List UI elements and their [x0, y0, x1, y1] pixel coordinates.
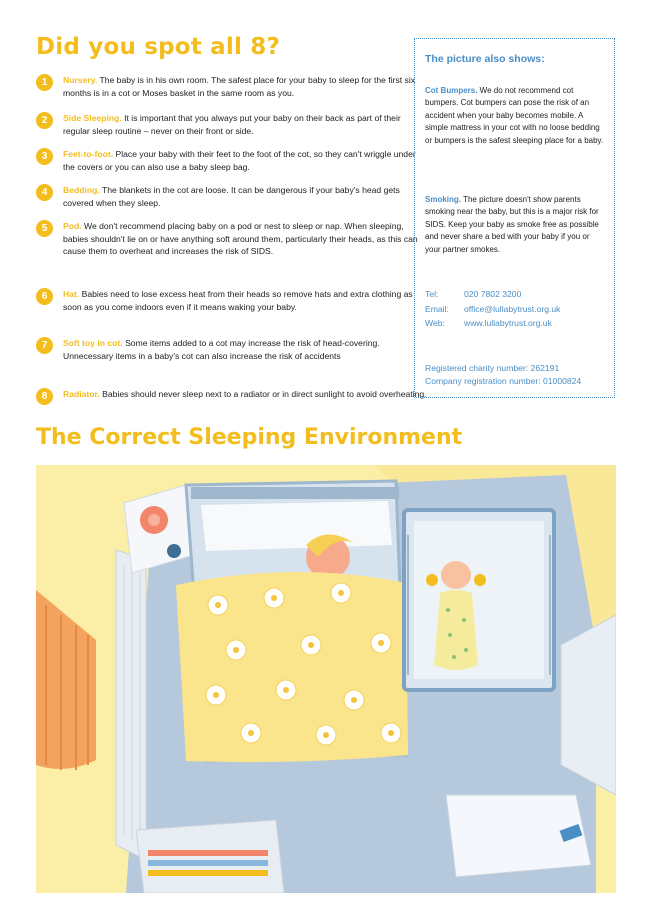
radiator — [116, 550, 146, 860]
cot-bumpers-term: Cot Bumpers. — [425, 86, 478, 95]
item-number: 2 — [36, 112, 53, 129]
item-term: Pod. — [63, 221, 82, 231]
email-row — [425, 302, 560, 317]
list-item — [36, 112, 429, 137]
company-number: Company registration number: 01000824 — [425, 376, 582, 386]
tel-row — [425, 287, 560, 302]
smoking-term: Smoking. — [425, 195, 462, 204]
item-text: The baby is in his own room. The safest place for your baby to sleep for the first six months is in a cot or Moses basket in the same room as you. — [63, 75, 416, 98]
monitor — [167, 544, 181, 558]
tel-label: Tel: — [425, 289, 439, 299]
tel-value[interactable]: 020 7802 3200 — [464, 289, 522, 299]
item-text: Babies need to lose excess heat from their heads so remove hats and extra clothing as soon as you come indoors even if it means waking your baby. — [63, 289, 413, 312]
sleep-bag — [434, 590, 478, 670]
item-number: 6 — [36, 288, 53, 305]
item-text: Some items added to a cot may increase the risk of head-covering. Unnecessary items in a baby's cot can also increase the risk of accidents — [63, 338, 380, 361]
web-link[interactable]: www.lullabytrust.org.uk — [464, 318, 552, 328]
list-item — [36, 148, 429, 173]
smoking-note — [425, 194, 605, 256]
item-term: Hat. — [63, 289, 80, 299]
list-item — [36, 388, 429, 401]
list-item — [36, 184, 429, 209]
item-term: Radiator. — [63, 389, 100, 399]
list-item — [36, 288, 429, 313]
item-number: 1 — [36, 74, 53, 91]
item-term: Feet-to-foot. — [63, 149, 114, 159]
item-term: Nursery. — [63, 75, 98, 85]
wardrobe — [561, 615, 616, 795]
list-item — [36, 220, 429, 258]
smoking-text: The picture doesn't show parents smoking near the baby, but this is a major risk for SIDS. Keep your baby as smoke free as possible and never share a bed with your baby if you or your partner smokes. — [425, 195, 599, 254]
item-term: Bedding. — [63, 185, 100, 195]
registration-block — [425, 362, 581, 388]
list-item — [36, 337, 429, 362]
item-text: It is important that you always put your baby on their back as part of their regular sleep routine – never on their front or side. — [63, 113, 401, 136]
contact-block — [425, 287, 560, 331]
section-title: The Correct Sleeping Environment — [36, 425, 463, 450]
email-link[interactable]: office@lullabytrust.org.uk — [464, 303, 561, 314]
baby-head — [441, 561, 471, 589]
toy-box — [136, 820, 284, 893]
item-number: 7 — [36, 337, 53, 354]
list-item — [36, 74, 429, 99]
item-text: We don't recommend placing baby on a pod or nest to sleep or nap. When sleeping, babies shouldn't lie on or have anything soft around them, particularly their heads, as this can cause them to overheat and increases the risk of SIDS. — [63, 221, 418, 257]
baby-cot — [404, 510, 554, 690]
bedroom-illustration — [36, 465, 616, 893]
item-number: 3 — [36, 148, 53, 165]
panel-title: The picture also shows: — [425, 53, 545, 65]
item-text: Place your baby with their feet to the foot of the cot, so they can't wriggle under the covers or you can also use a baby sleep bag. — [63, 149, 416, 172]
item-term: Side Sleeping. — [63, 113, 122, 123]
email-label: Email: — [425, 303, 449, 314]
adult-bed — [176, 481, 408, 762]
item-number: 5 — [36, 220, 53, 237]
web-label: Web: — [425, 318, 445, 328]
item-text: Babies should never sleep next to a radiator or in direct sunlight to avoid overheating. — [99, 389, 427, 399]
item-number: 8 — [36, 388, 53, 405]
pillow — [201, 501, 392, 551]
storage-chest — [446, 795, 591, 877]
item-number: 4 — [36, 184, 53, 201]
cot-bumpers-note — [425, 85, 605, 147]
cot-bumpers-text: We do not recommend cot bumpers. Cot bumpers can pose the risk of an accident when your baby becomes mobile. A simple mattress in your cot with no loose bedding or bumpers is the safest sleeping place for a baby. — [425, 86, 604, 145]
web-row — [425, 316, 560, 331]
charity-number: Registered charity number: 262191 — [425, 363, 560, 373]
item-term: Soft toy in cot. — [63, 338, 123, 348]
info-panel — [414, 38, 615, 398]
item-text: The blankets in the cot are loose. It can be dangerous if your baby's head gets covered when they sleep. — [63, 185, 400, 208]
page-heading: Did you spot all 8? — [36, 34, 281, 60]
